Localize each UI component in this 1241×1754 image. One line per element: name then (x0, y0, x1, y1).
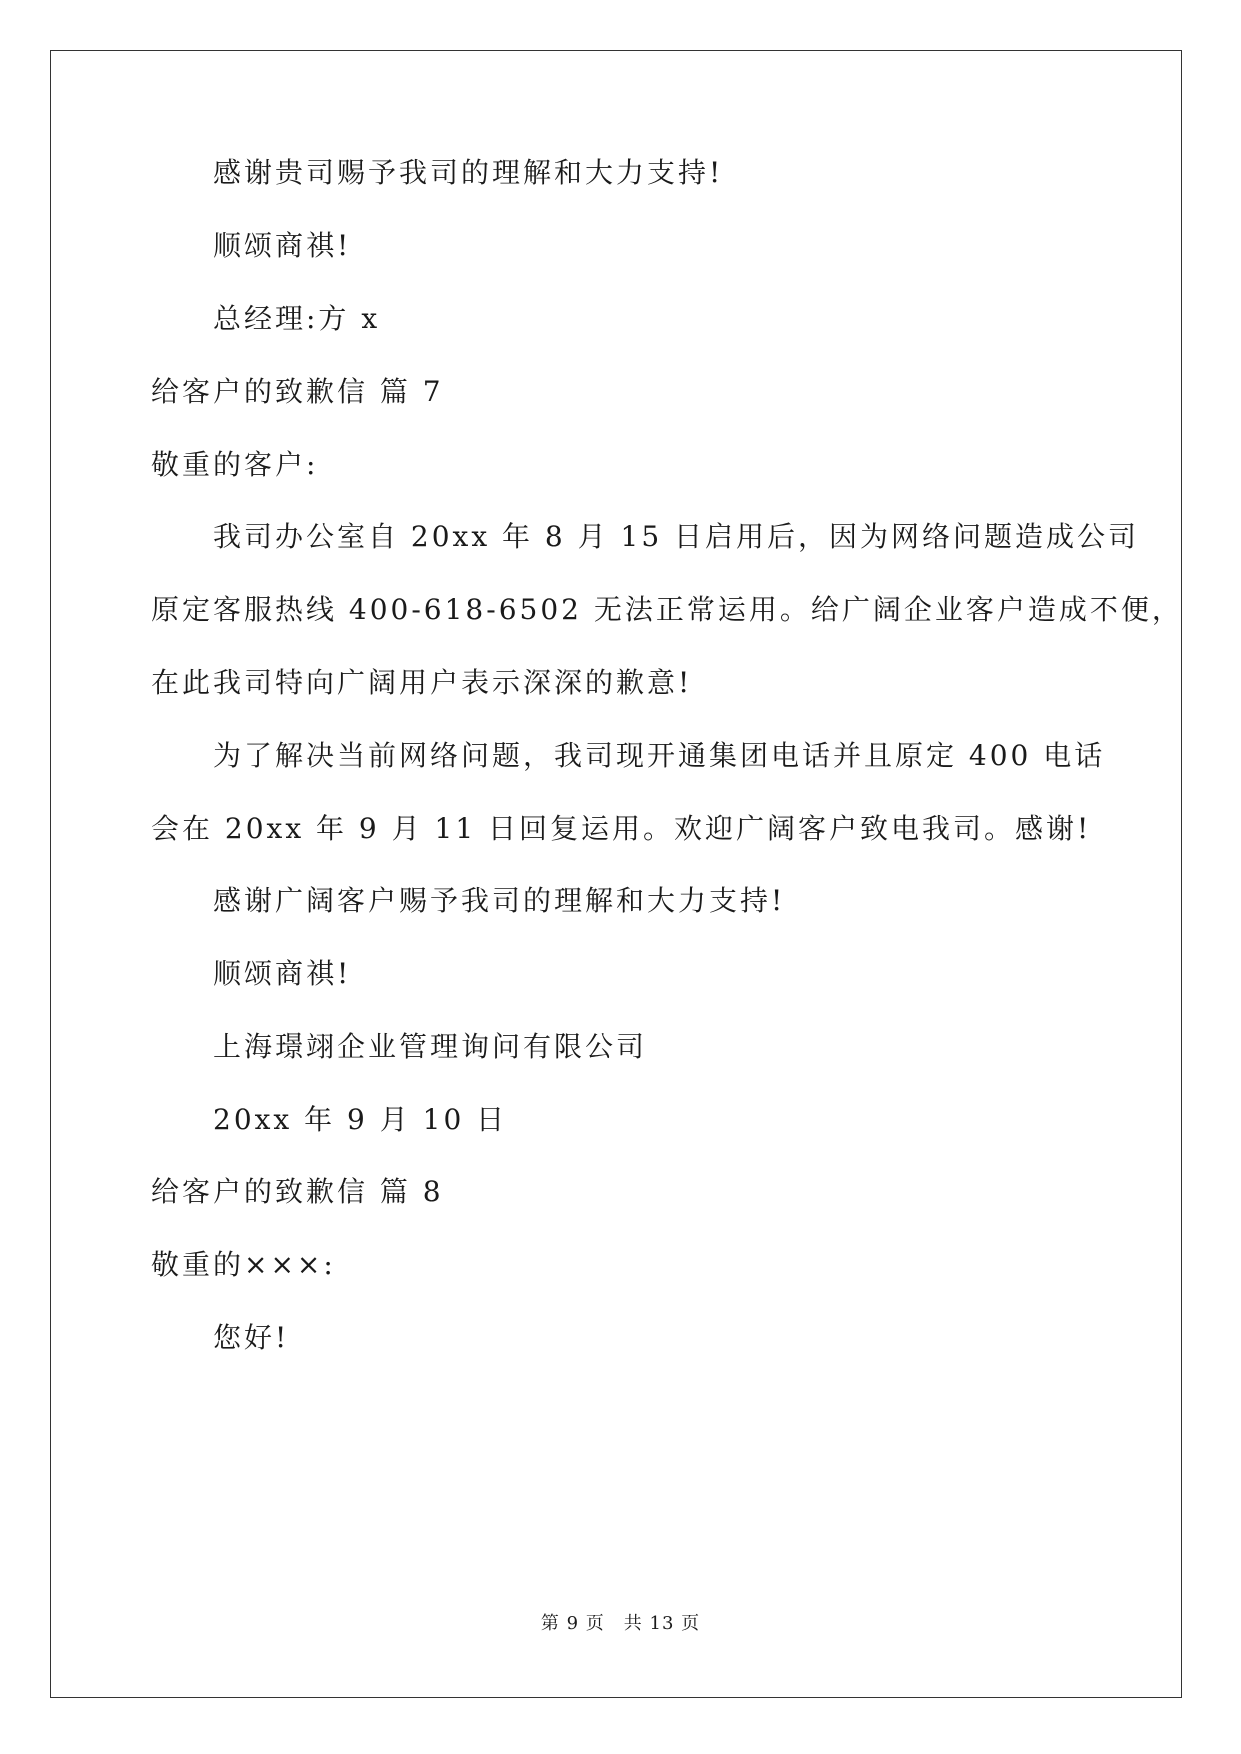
salutation: 敬重的×××: (151, 1248, 336, 1281)
signature-date: 20xx 年 9 月 10 日 (213, 1103, 508, 1136)
greeting: 您好! (213, 1321, 290, 1354)
closing-regards: 顺颂商祺! (213, 957, 352, 990)
body-paragraph-line: 会在 20xx 年 9 月 11 日回复运用。欢迎广阔客户致电我司。感谢! (151, 812, 1092, 845)
body-paragraph-line: 原定客服热线 400-618-6502 无法正常运用。给广阔企业客户造成不便， (151, 593, 1183, 626)
signature-manager: 总经理:方 x (213, 302, 381, 335)
page-number-footer: 第 9 页 共 13 页 (540, 1613, 701, 1634)
section-heading-7: 给客户的致歉信 篇 7 (151, 375, 444, 408)
closing-regards: 顺颂商祺! (213, 229, 352, 262)
closing-thanks: 感谢广阔客户赐予我司的理解和大力支持! (213, 884, 786, 917)
page-frame (50, 50, 1182, 1698)
closing-thanks: 感谢贵司赐予我司的理解和大力支持! (213, 156, 724, 189)
body-paragraph-line: 为了解决当前网络问题，我司现开通集团电话并且原定 400 电话 (213, 739, 1106, 772)
signature-company: 上海璟翊企业管理询问有限公司 (213, 1030, 648, 1063)
body-paragraph-line: 我司办公室自 20xx 年 8 月 15 日启用后，因为网络问题造成公司 (213, 520, 1140, 553)
section-heading-8: 给客户的致歉信 篇 8 (151, 1175, 444, 1208)
body-paragraph-line: 在此我司特向广阔用户表示深深的歉意! (151, 666, 693, 699)
salutation: 敬重的客户: (151, 448, 319, 481)
